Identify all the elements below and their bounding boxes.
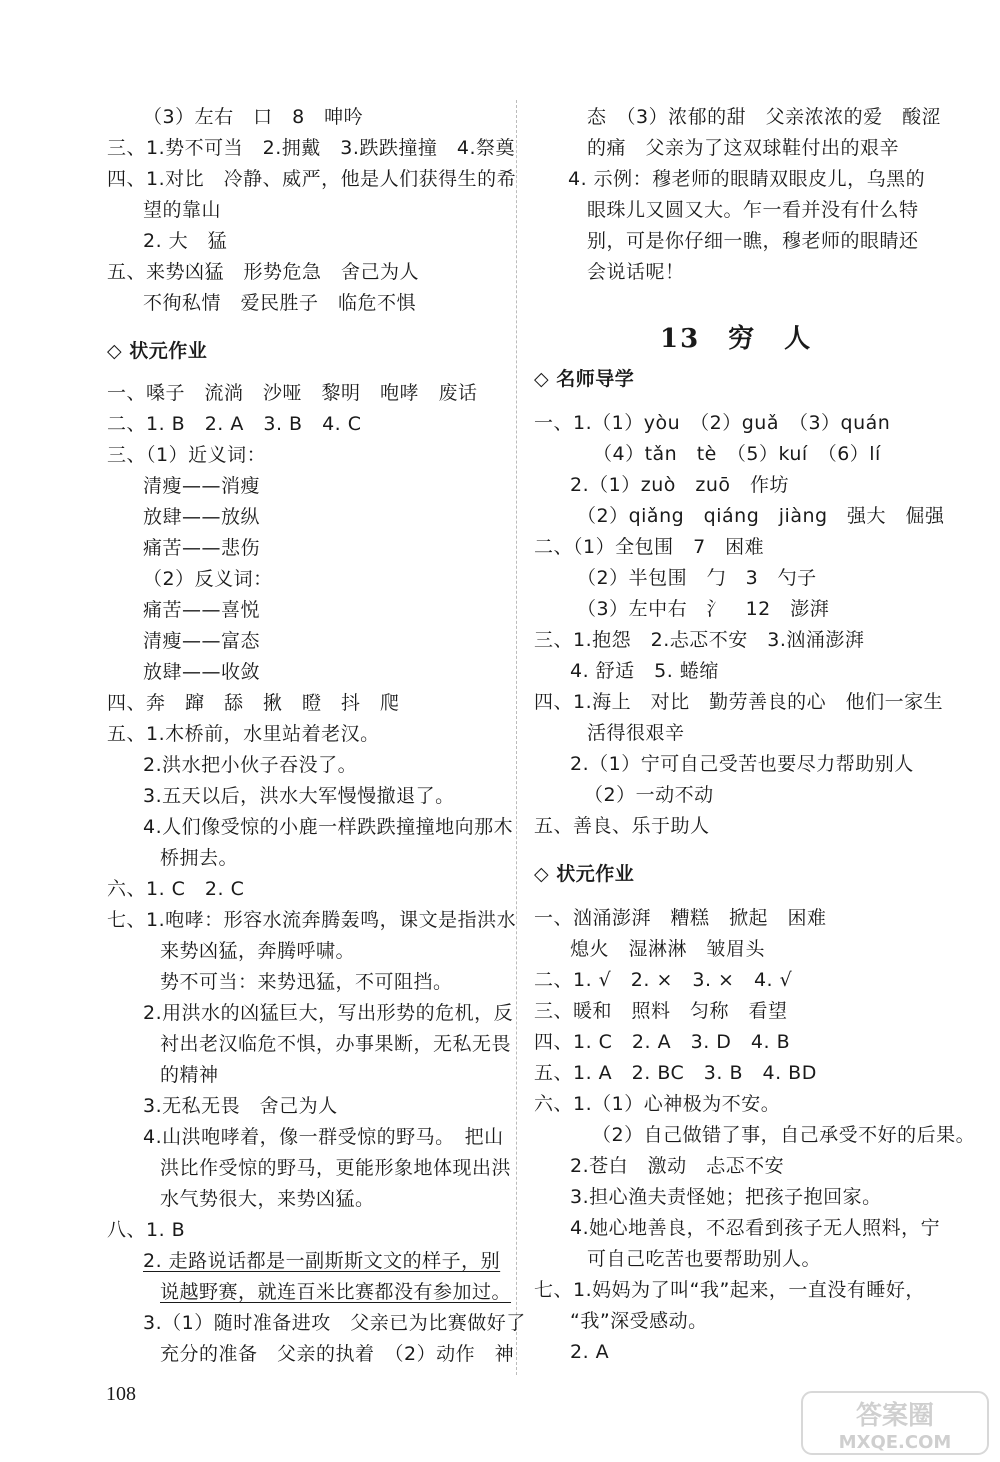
answer-line: 3.（1）随时准备进攻 父亲已为比赛做好了 [143, 1312, 526, 1334]
answer-line: （2）自己做错了事，自己承受不好的后果。 [592, 1124, 976, 1146]
answer-line: 4. 示例：穆老师的眼睛双眼皮儿，乌黑的 [568, 168, 926, 190]
answer-line: 三、（1）近义词： [107, 444, 267, 466]
answer-line: 六、1.（1）心神极为不安。 [534, 1093, 781, 1115]
answer-line: 2.（1）zuò zuō 作坊 [570, 474, 789, 496]
answer-line: （3）左右 口 8 呻吟 [143, 106, 364, 128]
answer-line: 不徇私情 爱民胜子 临危不惧 [143, 292, 417, 314]
answer-line: （2）一动不动 [584, 784, 714, 806]
answer-line: 三、1.势不可当 2.拥戴 3.跌跌撞撞 4.祭奠 [107, 137, 516, 159]
answer-line: 痛苦——喜悦 [143, 599, 261, 621]
section-heading: ◇ 状元作业 [107, 340, 208, 362]
answer-line: 4.她心地善良，不忍看到孩子无人照料，宁 [570, 1217, 941, 1239]
answer-line: 2.（1）宁可自己受苦也要尽力帮助别人 [570, 753, 914, 775]
answer-line: （4）tǎn tè （5）kuí （6）lí [593, 443, 881, 465]
answer-line: 别，可是你仔细一瞧，穆老师的眼睛还 [587, 230, 919, 252]
underlined-answer-line: 说越野赛，就连百米比赛都没有参加过。 [160, 1281, 512, 1303]
answer-line: （2）反义词： [143, 568, 273, 590]
answer-line: 活得很艰辛 [587, 722, 685, 744]
answer-line: 来势凶猛，奔腾呼啸。 [160, 940, 356, 962]
answer-line: 一、嗓子 流淌 沙哑 黎明 咆哮 废话 [107, 382, 478, 404]
answer-line: 二、（1）全包围 7 困难 [534, 536, 765, 558]
answer-line: 七、1.妈妈为了叫“我”起来，一直没有睡好， [534, 1279, 925, 1301]
answer-line: 可自己吃苦也要帮助别人。 [587, 1248, 822, 1270]
answer-line: “我”深受感动。 [570, 1310, 708, 1332]
watermark-logo [800, 1390, 990, 1456]
answer-line: 五、善良、乐于助人 [534, 815, 710, 837]
answer-line: 二、1. √ 2. × 3. × 4. √ [534, 969, 793, 991]
answer-line: 充分的准备 父亲的执着 （2）动作 神 [160, 1343, 515, 1365]
answer-line: 三、1.抱怨 2.忐忑不安 3.汹涌澎湃 [534, 629, 865, 651]
lesson-title: 13 穷 人 [660, 324, 813, 354]
answer-line: 六、1. C 2. C [107, 878, 245, 900]
section-heading: ◇ 状元作业 [534, 863, 635, 885]
answer-line: 会说话呢！ [587, 261, 685, 283]
answer-line: 3.担心渔夫责怪她；把孩子抱回家。 [570, 1186, 882, 1208]
answer-line: 二、1. B 2. A 3. B 4. C [107, 413, 362, 435]
answer-line: 五、来势凶猛 形势危急 舍己为人 [107, 261, 420, 283]
answer-line: 八、1. B [107, 1219, 186, 1241]
answer-line: 的精神 [160, 1064, 219, 1086]
answer-line: （3）左中右 氵 12 澎湃 [577, 598, 830, 620]
svg-text:答案圈: 答案圈 [855, 1401, 935, 1431]
answer-line: 熄火 湿淋淋 皱眉头 [570, 938, 766, 960]
answer-line: 的痛 父亲为了这双球鞋付出的艰辛 [587, 137, 900, 159]
answer-line: 四、1.海上 对比 勤劳善良的心 他们一家生 [534, 691, 944, 713]
answer-line: 四、1. C 2. A 3. D 4. B [534, 1031, 791, 1053]
answer-line: 望的靠山 [143, 199, 222, 221]
answer-line: 眼珠儿又圆又大。乍一看并没有什么特 [587, 199, 919, 221]
answer-line: 痛苦——悲伤 [143, 537, 261, 559]
answer-line: 2.用洪水的凶猛巨大，写出形势的危机，反 [143, 1002, 514, 1024]
answer-line: 2.洪水把小伙子吞没了。 [143, 754, 358, 776]
answer-line: （2）半包围 勹 3 勺子 [577, 567, 817, 589]
answer-line: 2.苍白 激动 忐忑不安 [570, 1155, 785, 1177]
answer-line: 4. 舒适 5. 蜷缩 [570, 660, 719, 682]
column-divider [516, 100, 517, 1375]
answer-line: 清瘦——富态 [143, 630, 261, 652]
answer-line: 五、1.木桥前，水里站着老汉。 [107, 723, 380, 745]
answer-line: 清瘦——消瘦 [143, 475, 261, 497]
answer-line: 七、1.咆哮：形容水流奔腾轰鸣，课文是指洪水 [107, 909, 517, 931]
answer-line: 3.五天以后，洪水大军慢慢撤退了。 [143, 785, 455, 807]
answer-line: 3.无私无畏 舍己为人 [143, 1095, 338, 1117]
answer-line: 一、汹涌澎湃 糟糕 掀起 困难 [534, 907, 827, 929]
svg-text:MXQE.COM: MXQE.COM [838, 1432, 952, 1453]
section-heading: ◇ 名师导学 [534, 368, 635, 390]
answer-line: 4.山洪咆哮着，像一群受惊的野马。 把山 [143, 1126, 504, 1148]
page-number: 108 [106, 1383, 136, 1405]
answer-line: 4.人们像受惊的小鹿一样跌跌撞撞地向那木 [143, 816, 514, 838]
answer-line: 势不可当：来势迅猛，不可阻挡。 [160, 971, 453, 993]
answer-line: 放肆——放纵 [143, 506, 261, 528]
answer-line: 态 （3）浓郁的甜 父亲浓浓的爱 酸涩 [587, 106, 942, 128]
answer-line: 洪比作受惊的野马，更能形象地体现出洪 [160, 1157, 512, 1179]
answer-line: 四、1.对比 冷静、威严，他是人们获得生的希 [107, 168, 517, 190]
underlined-answer-line: 2. 走路说话都是一副斯斯文文的样子，别 [143, 1250, 501, 1272]
answer-line: 一、1.（1）yòu （2）guǎ （3）quán [534, 412, 891, 434]
answer-line: 五、1. A 2. BC 3. B 4. BD [534, 1062, 817, 1084]
answer-line: 衬出老汉临危不惧，办事果断，无私无畏 [160, 1033, 512, 1055]
answer-line: 水气势很大，来势凶猛。 [160, 1188, 375, 1210]
answer-line: （2）qiǎng qiáng jiàng 强大 倔强 [577, 505, 945, 527]
answer-line: 三、暖和 照料 匀称 看望 [534, 1000, 788, 1022]
answer-line: 四、奔 蹿 舔 揪 瞪 抖 爬 [107, 692, 400, 714]
answer-line: 放肆——收敛 [143, 661, 261, 683]
answer-line: 2. A [570, 1341, 610, 1363]
answer-line: 桥拥去。 [160, 847, 239, 869]
answer-line: 2. 大 猛 [143, 230, 228, 252]
